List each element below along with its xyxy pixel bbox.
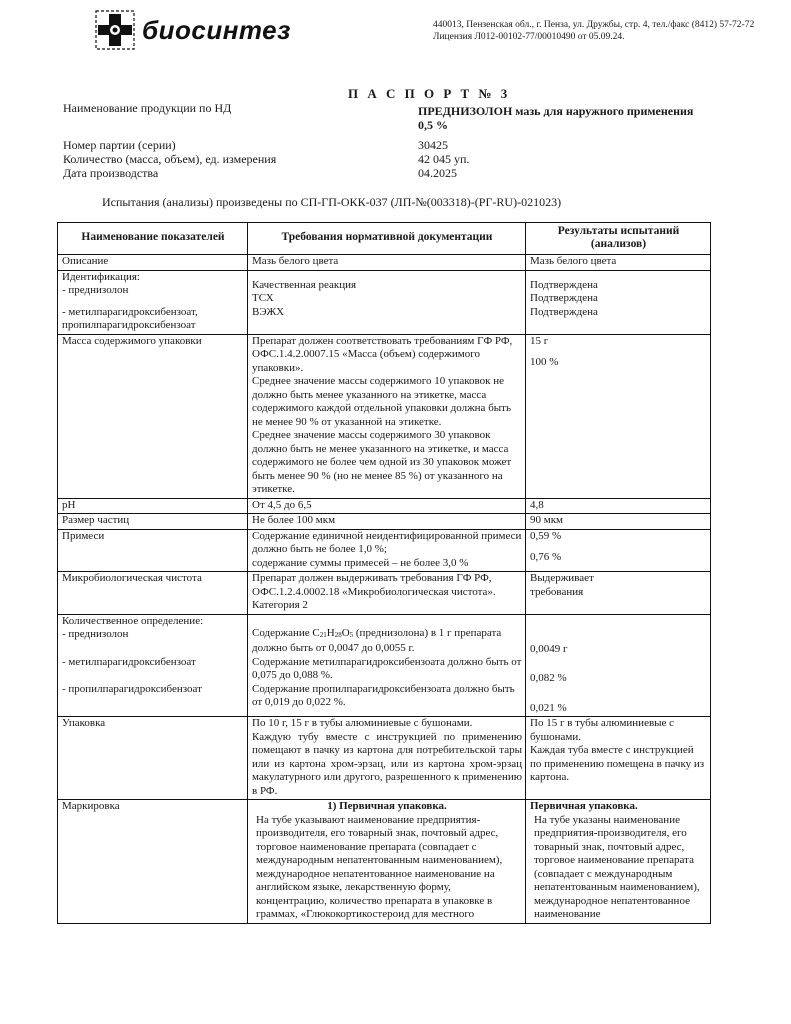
row-requirement — [248, 270, 526, 334]
assay-sub: - метилпарагидроксибензоат — [62, 655, 196, 668]
assay-sub: - пропилпарагидроксибензоат — [62, 683, 202, 695]
row-requirement: Мазь белого цвета — [248, 255, 526, 271]
product-value — [418, 104, 718, 132]
result-line: 0,082 % — [530, 672, 567, 684]
requirement-line: На тубе указывают наименование предприятия-производителя, его товарный знак, почтовый адрес, торговое наименование препарата (совпадает с международным непатентованным наименованием), международное непатентованное наименование на английском языке, лекарственную форму, концентрацию, количество препарата в упаковке в граммах, «Глюкокортикостероид для местного — [256, 813, 503, 920]
result-line: 0,59 % — [530, 529, 562, 542]
table-row — [58, 334, 711, 498]
identification-sub: - метилпарагидроксибензоат, пропилпарагидроксибензоат — [62, 305, 198, 331]
passport-title: П А С П О Р Т № 3 — [348, 86, 511, 101]
row-result: 90 мкм — [526, 514, 711, 530]
row-requirement — [248, 717, 526, 800]
requirement-line: Содержание $C_{21}H_{28}O_5$ (преднизолона) в 1 г препарата должно быть от 0,0047 до 0,0055 г. — [252, 626, 502, 654]
row-name — [58, 614, 248, 717]
row-name: Микробиологическая чистота — [58, 572, 248, 615]
requirement-line: Содержание пропилпарагидроксибензоата должно быть от 0,019 до 0,022 %. — [252, 682, 515, 708]
table-row — [58, 514, 711, 530]
row-requirement — [248, 800, 526, 924]
table-row — [58, 498, 711, 514]
requirement-line: содержание суммы примесей – не более 3,0 % — [252, 556, 469, 569]
identification-title: Идентификация: — [62, 270, 140, 283]
row-result — [526, 334, 711, 498]
table-row — [58, 717, 711, 800]
header-requirements: Требования нормативной документации — [248, 223, 526, 255]
result-line: 0,0049 г — [530, 642, 568, 655]
requirement-line: По 10 г, 15 г в тубы алюминиевые с бушонами. — [252, 717, 473, 729]
result-line: Подтверждена — [530, 292, 598, 304]
date-label: Дата производства — [63, 166, 159, 180]
identification-sub: - преднизолон — [62, 284, 129, 296]
row-name: Примеси — [58, 529, 248, 572]
result-line: По 15 г в тубы алюминиевые с бушонами. — [530, 717, 675, 743]
row-requirement: Не более 100 мкм — [248, 514, 526, 530]
header-indicator: Наименование показателей — [58, 223, 248, 255]
license-line: Лицензия Л012-00102-77/00010490 от 05.09.24. — [433, 32, 625, 42]
quantity-label: Количество (масса, объем), ед. измерения — [63, 152, 277, 166]
result-line: Подтверждена — [530, 278, 598, 291]
result-line: 15 г — [530, 334, 549, 347]
header-results: Результаты испытаний (анализов) — [526, 223, 711, 255]
result-line: Каждая туба вместе с инструкцией по применению помещена в пачку из картона. — [530, 744, 705, 783]
table-row — [58, 270, 711, 334]
tests-note: Испытания (анализы) произведены по СП-ГП-ОКК-037 (ЛП-№(003318)-(РГ-RU)-021023) — [102, 195, 562, 209]
date-value: 04.2025 — [418, 166, 457, 180]
product-name: ПРЕДНИЗОЛОН мазь для наружного применения — [418, 104, 694, 118]
product-concentration: 0,5 % — [418, 118, 448, 132]
row-result — [526, 270, 711, 334]
requirement-line: Каждую тубу вместе с инструкцией по применению помещают в пачку из картона для потребительской тары или из картона хром-эрзац, или из картона хром-эрзац макулатурного или другого, разрешенного к применению в РФ. — [252, 730, 522, 797]
requirement-line: Качественная реакция — [252, 278, 357, 291]
requirement-line: ВЭЖХ — [252, 305, 285, 318]
assay-sub: - преднизолон — [62, 628, 129, 640]
marking-title: Первичная упаковка. — [530, 800, 638, 812]
row-name: Описание — [58, 255, 248, 271]
company-address — [433, 19, 783, 43]
table-row — [58, 614, 711, 717]
row-result — [526, 572, 711, 615]
requirement-line: Содержание единичной неидентифицированной примеси должно быть не более 1,0 %; — [252, 529, 522, 555]
requirement-line: Препарат должен соответствовать требованиям ГФ РФ, ОФС.1.4.2.0007.15 «Масса (объем) содержимого упаковки». — [252, 334, 513, 374]
row-result — [526, 614, 711, 717]
row-name: Маркировка — [58, 800, 248, 924]
result-line: 0,021 % — [530, 701, 567, 714]
marking-title: 1) Первичная упаковка. — [327, 800, 447, 812]
row-result: Мазь белого цвета — [526, 255, 711, 271]
table-row — [58, 529, 711, 572]
row-name: Упаковка — [58, 717, 248, 800]
brand-name: биосинтез — [142, 14, 291, 45]
biosintez-logo-icon — [92, 8, 138, 52]
row-requirement — [248, 529, 526, 572]
specification-table — [57, 222, 711, 924]
row-name — [58, 270, 248, 334]
row-name: Размер частиц — [58, 514, 248, 530]
row-requirement — [248, 614, 526, 717]
company-logo — [92, 8, 291, 52]
requirement-line: Среднее значение массы содержимого 10 упаковок не должно быть менее указанного на этикетке, масса содержимого каждой отдельной упаковки должна быть не менее 90 % от указанной на этикетке. — [252, 375, 511, 428]
result-line: требования — [530, 585, 584, 598]
assay-title: Количественное определение: — [62, 614, 204, 627]
table-row — [58, 255, 711, 271]
result-line: На тубе указаны наименование предприятия-производителя, его товарный знак, почтовый адрес, торговое наименование препарата (совпадает с международным непатентованным наименованием), международное непатентованное наименование — [534, 813, 700, 920]
row-name: Масса содержимого упаковки — [58, 334, 248, 498]
result-line: Подтверждена — [530, 305, 598, 318]
row-result — [526, 717, 711, 800]
row-name: pH — [58, 498, 248, 514]
table-row — [58, 572, 711, 615]
row-result — [526, 800, 711, 924]
row-requirement — [248, 334, 526, 498]
requirement-line: Среднее значение массы содержимого 30 упаковок должно быть не менее указанного на этикетке, и масса содержимого не более чем одной из 30 упаковок может быть менее 90 % (но не менее 85 %) от указанного на этикетке. — [252, 429, 512, 495]
table-header-row — [58, 223, 711, 255]
result-line: 0,76 % — [530, 551, 562, 563]
table-row — [58, 800, 711, 924]
product-label: Наименование продукции по НД — [63, 101, 232, 115]
batch-label: Номер партии (серии) — [63, 138, 176, 152]
address-line: 440013, Пензенская обл., г. Пенза, ул. Дружбы, стр. 4, тел./факс (8412) 57-72-72 — [433, 20, 755, 30]
batch-value: 30425 — [418, 138, 448, 152]
requirement-line: Содержание метилпарагидроксибензоата должно быть от 0,075 до 0,088 %. — [252, 655, 522, 681]
result-line: 100 % — [530, 356, 559, 368]
row-requirement: От 4,5 до 6,5 — [248, 498, 526, 514]
row-result — [526, 529, 711, 572]
row-requirement: Препарат должен выдерживать требования ГФ РФ, ОФС.1.2.4.0002.18 «Микробиологическая чистота». Категория 2 — [248, 572, 526, 615]
row-result: 4,8 — [526, 498, 711, 514]
quantity-value: 42 045 уп. — [418, 152, 470, 166]
requirement-line: ТСХ — [252, 292, 274, 304]
result-line: Выдерживает — [530, 572, 594, 584]
